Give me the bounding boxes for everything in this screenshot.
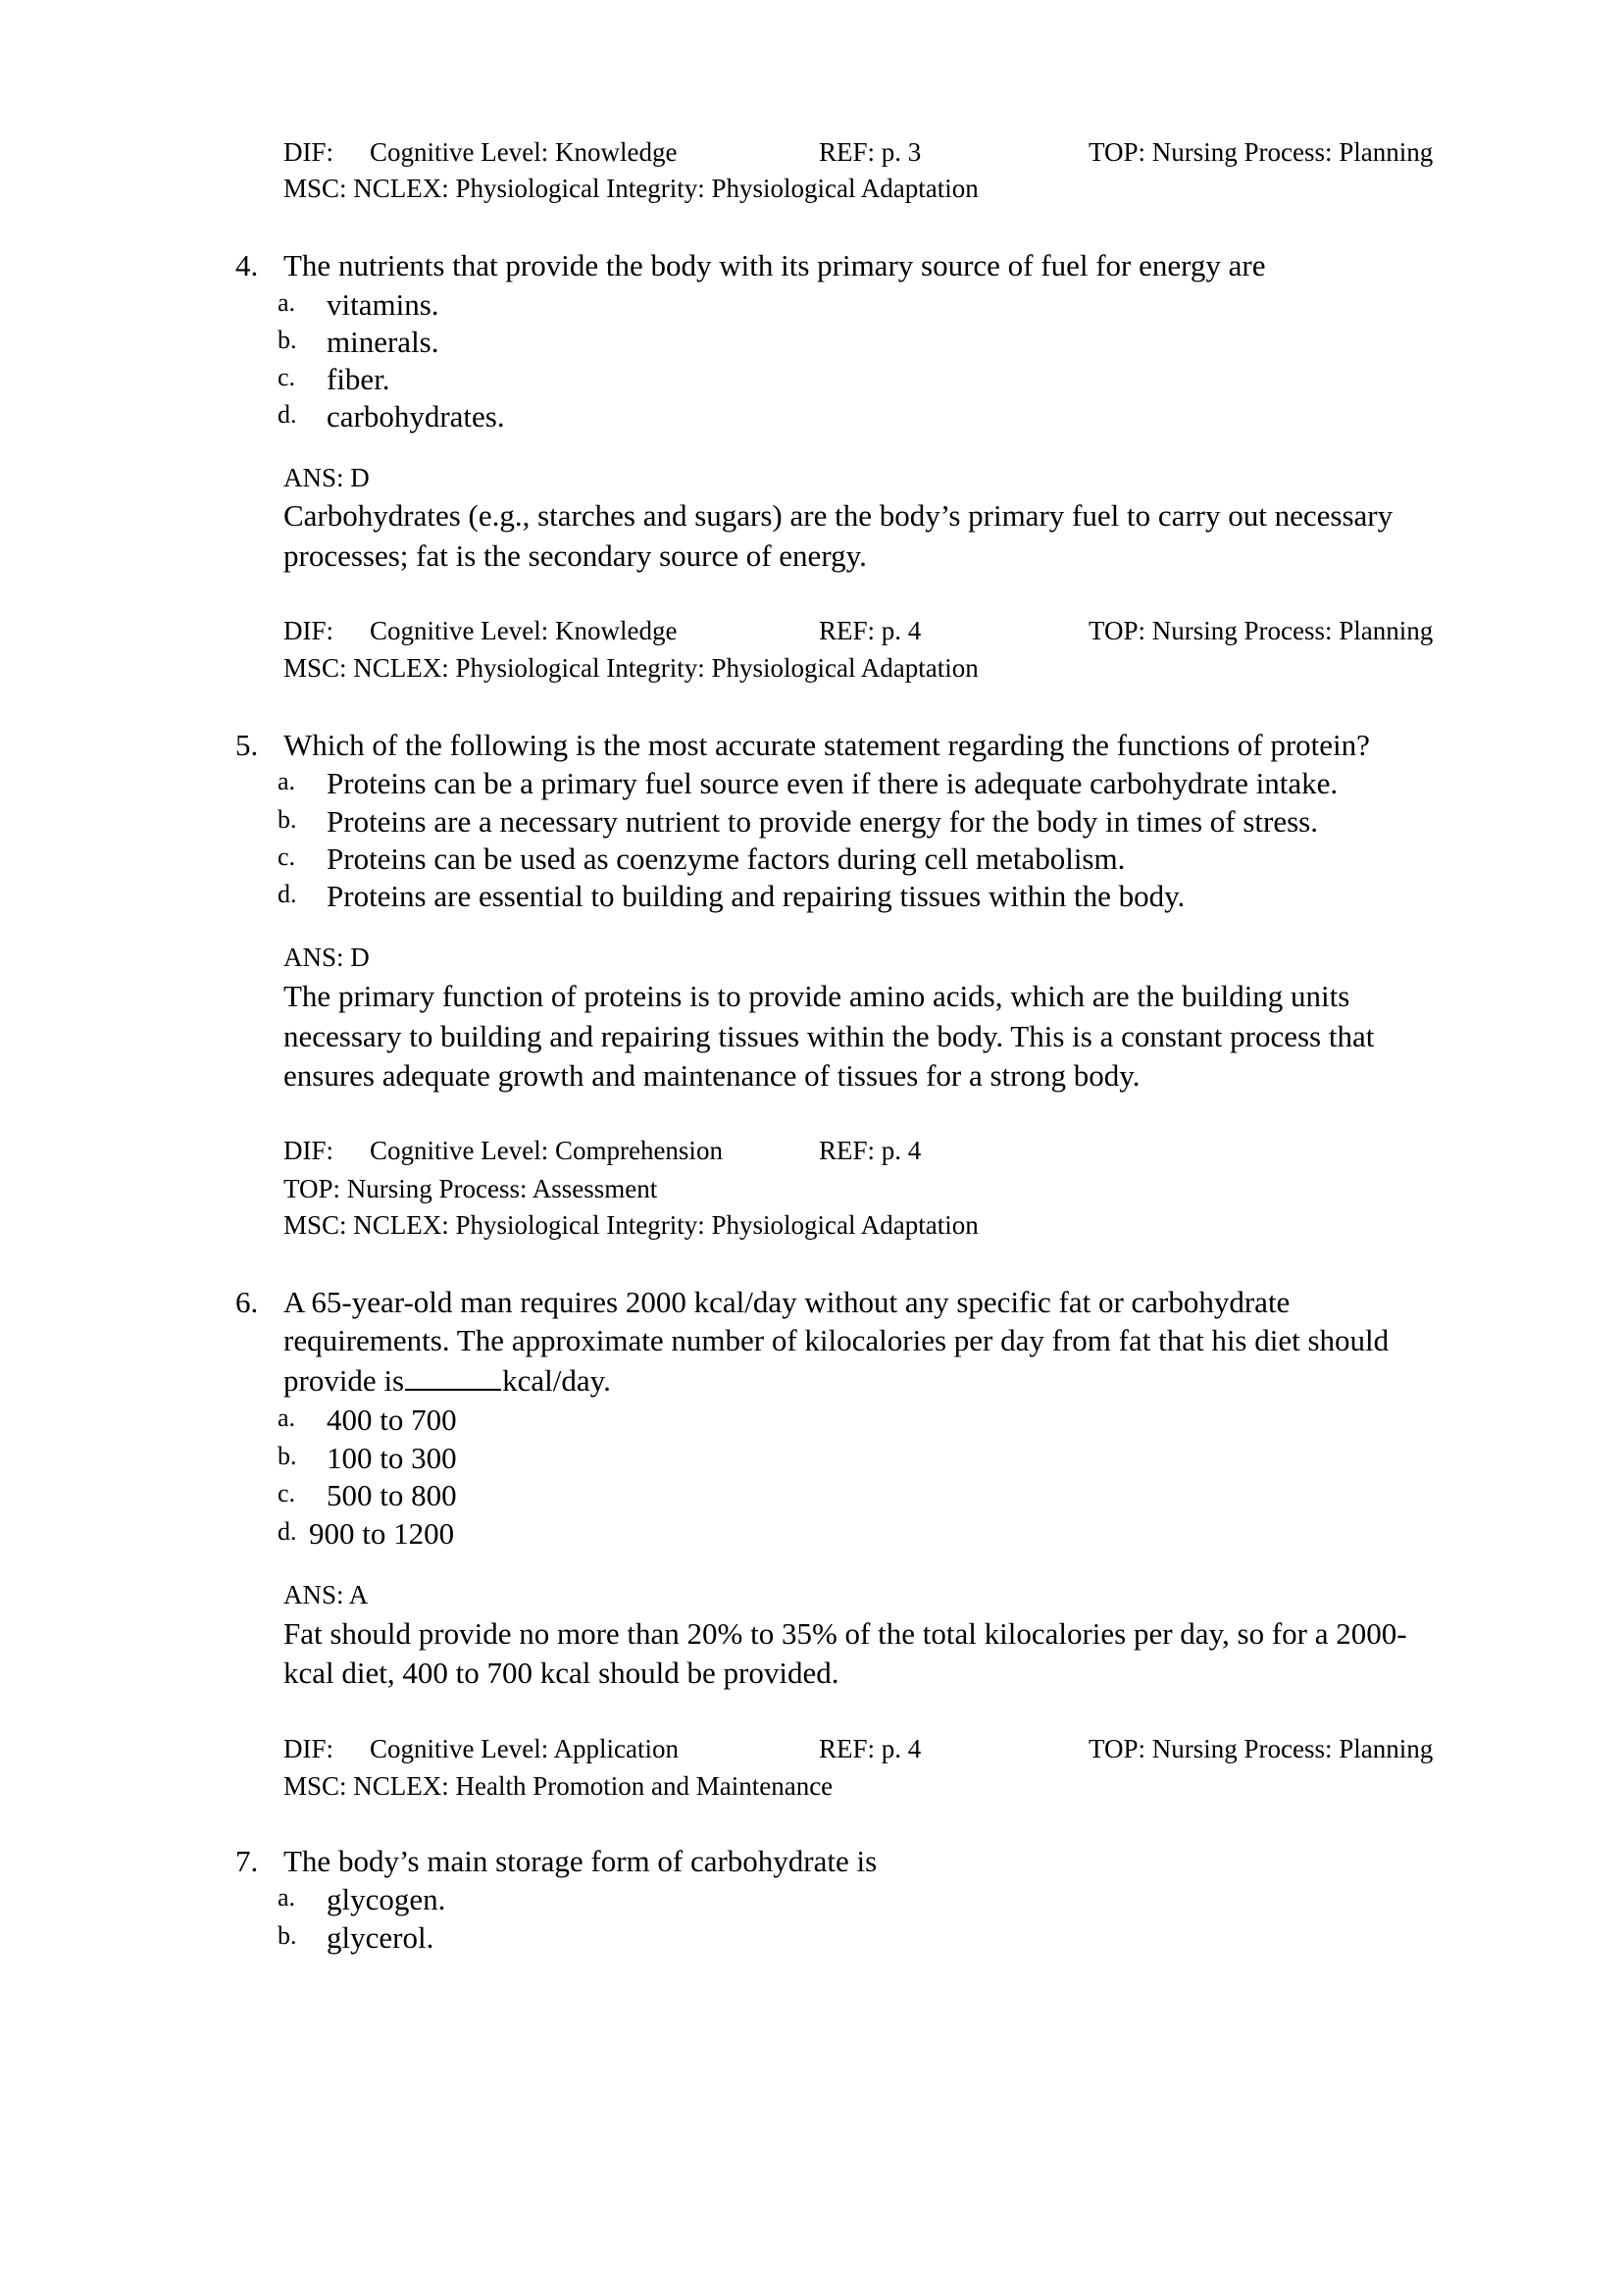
rationale-line: ensures adequate growth and maintenance of tissues for a strong body. xyxy=(283,1058,1141,1093)
top-value: TOP: Nursing Process: Planning xyxy=(1089,1734,1434,1763)
option-letter: b. xyxy=(278,326,297,354)
option-letter: d. xyxy=(278,880,297,908)
option-letter: b. xyxy=(278,1442,297,1470)
option-text: 500 to 800 xyxy=(327,1478,457,1512)
question-stem: The nutrients that provide the body with its primary source of fuel for energy are xyxy=(283,248,1266,282)
option-text: glycogen. xyxy=(327,1882,446,1916)
option-text: Proteins can be a primary fuel source even if there is adequate carbohydrate intake. xyxy=(327,766,1339,800)
dif-label: DIF: xyxy=(283,137,334,167)
rationale-line: Carbohydrates (e.g., starches and sugars) are the body’s primary fuel to carry out necessary xyxy=(283,498,1394,533)
option-text: 900 to 1200 xyxy=(309,1516,455,1551)
option-text: carbohydrates. xyxy=(327,399,505,434)
question-number: 5. xyxy=(235,728,259,762)
stem-after-blank: kcal/day. xyxy=(502,1363,611,1398)
ref-value: REF: p. 4 xyxy=(819,616,922,645)
rationale-line: necessary to building and repairing tissues within the body. This is a constant process that xyxy=(283,1019,1375,1053)
question-stem: The body’s main storage form of carbohydrate is xyxy=(283,1844,878,1878)
msc-value: MSC: NCLEX: Physiological Integrity: Physiological Adaptation xyxy=(283,1210,979,1240)
option-letter: c. xyxy=(278,842,296,871)
option-letter: a. xyxy=(278,1883,296,1912)
option-letter: d. xyxy=(278,400,297,429)
question-stem: requirements. The approximate number of kilocalories per day from fat that his diet should xyxy=(283,1323,1390,1357)
dif-value: Cognitive Level: Knowledge xyxy=(370,137,678,167)
option-letter: c. xyxy=(278,363,296,391)
option-text: Proteins are essential to building and repairing tissues within the body. xyxy=(327,879,1186,913)
option-text: Proteins are a necessary nutrient to provide energy for the body in times of stress. xyxy=(327,804,1318,839)
answer: ANS: D xyxy=(283,943,370,972)
option-letter: a. xyxy=(278,1403,296,1432)
ref-value: REF: p. 4 xyxy=(819,1136,922,1165)
option-letter: a. xyxy=(278,288,296,317)
dif-label: DIF: xyxy=(283,1136,334,1165)
rationale-line: The primary function of proteins is to provide amino acids, which are the building units xyxy=(283,979,1350,1013)
question-stem: A 65-year-old man requires 2000 kcal/day without any specific fat or carbohydrate xyxy=(283,1285,1291,1319)
top-value: TOP: Nursing Process: Planning xyxy=(1089,616,1434,645)
top-value: TOP: Nursing Process: Assessment xyxy=(283,1174,658,1203)
option-text: vitamins. xyxy=(327,287,439,322)
answer: ANS: D xyxy=(283,463,370,492)
option-letter: c. xyxy=(278,1479,296,1507)
dif-value: Cognitive Level: Comprehension xyxy=(370,1136,723,1165)
option-text: Proteins can be used as coenzyme factors during cell metabolism. xyxy=(327,842,1126,876)
option-letter: b. xyxy=(278,1921,297,1950)
question-stem-last xyxy=(283,1365,611,1396)
dif-label: DIF: xyxy=(283,1734,334,1763)
msc-value: MSC: NCLEX: Health Promotion and Maintenance xyxy=(283,1771,834,1801)
answer: ANS: A xyxy=(283,1580,369,1609)
option-letter: d. xyxy=(278,1517,297,1546)
question-number: 6. xyxy=(235,1285,259,1319)
answer-blank xyxy=(405,1388,501,1391)
dif-value: Cognitive Level: Knowledge xyxy=(370,616,678,645)
ref-value: REF: p. 3 xyxy=(819,137,922,167)
rationale-line: kcal diet, 400 to 700 kcal should be provided. xyxy=(283,1656,839,1690)
option-text: fiber. xyxy=(327,362,390,396)
rationale-line: Fat should provide no more than 20% to 35% of the total kilocalories per day, so for a 2000- xyxy=(283,1616,1407,1651)
dif-value: Cognitive Level: Application xyxy=(370,1734,679,1763)
question-stem: Which of the following is the most accurate statement regarding the functions of protein? xyxy=(283,728,1370,762)
option-letter: b. xyxy=(278,805,297,834)
question-number: 4. xyxy=(235,248,259,282)
option-text: glycerol. xyxy=(327,1920,434,1955)
msc-value: MSC: NCLEX: Physiological Integrity: Physiological Adaptation xyxy=(283,653,979,683)
option-letter: a. xyxy=(278,767,296,795)
option-text: 400 to 700 xyxy=(327,1402,457,1437)
rationale-line: processes; fat is the secondary source of energy. xyxy=(283,538,867,573)
option-text: 100 to 300 xyxy=(327,1441,457,1475)
ref-value: REF: p. 4 xyxy=(819,1734,922,1763)
option-text: minerals. xyxy=(327,325,439,359)
dif-label: DIF: xyxy=(283,616,334,645)
question-number: 7. xyxy=(235,1844,259,1878)
stem-before-blank: provide is xyxy=(283,1363,405,1398)
top-value: TOP: Nursing Process: Planning xyxy=(1089,137,1434,167)
msc-value: MSC: NCLEX: Physiological Integrity: Physiological Adaptation xyxy=(283,174,979,203)
